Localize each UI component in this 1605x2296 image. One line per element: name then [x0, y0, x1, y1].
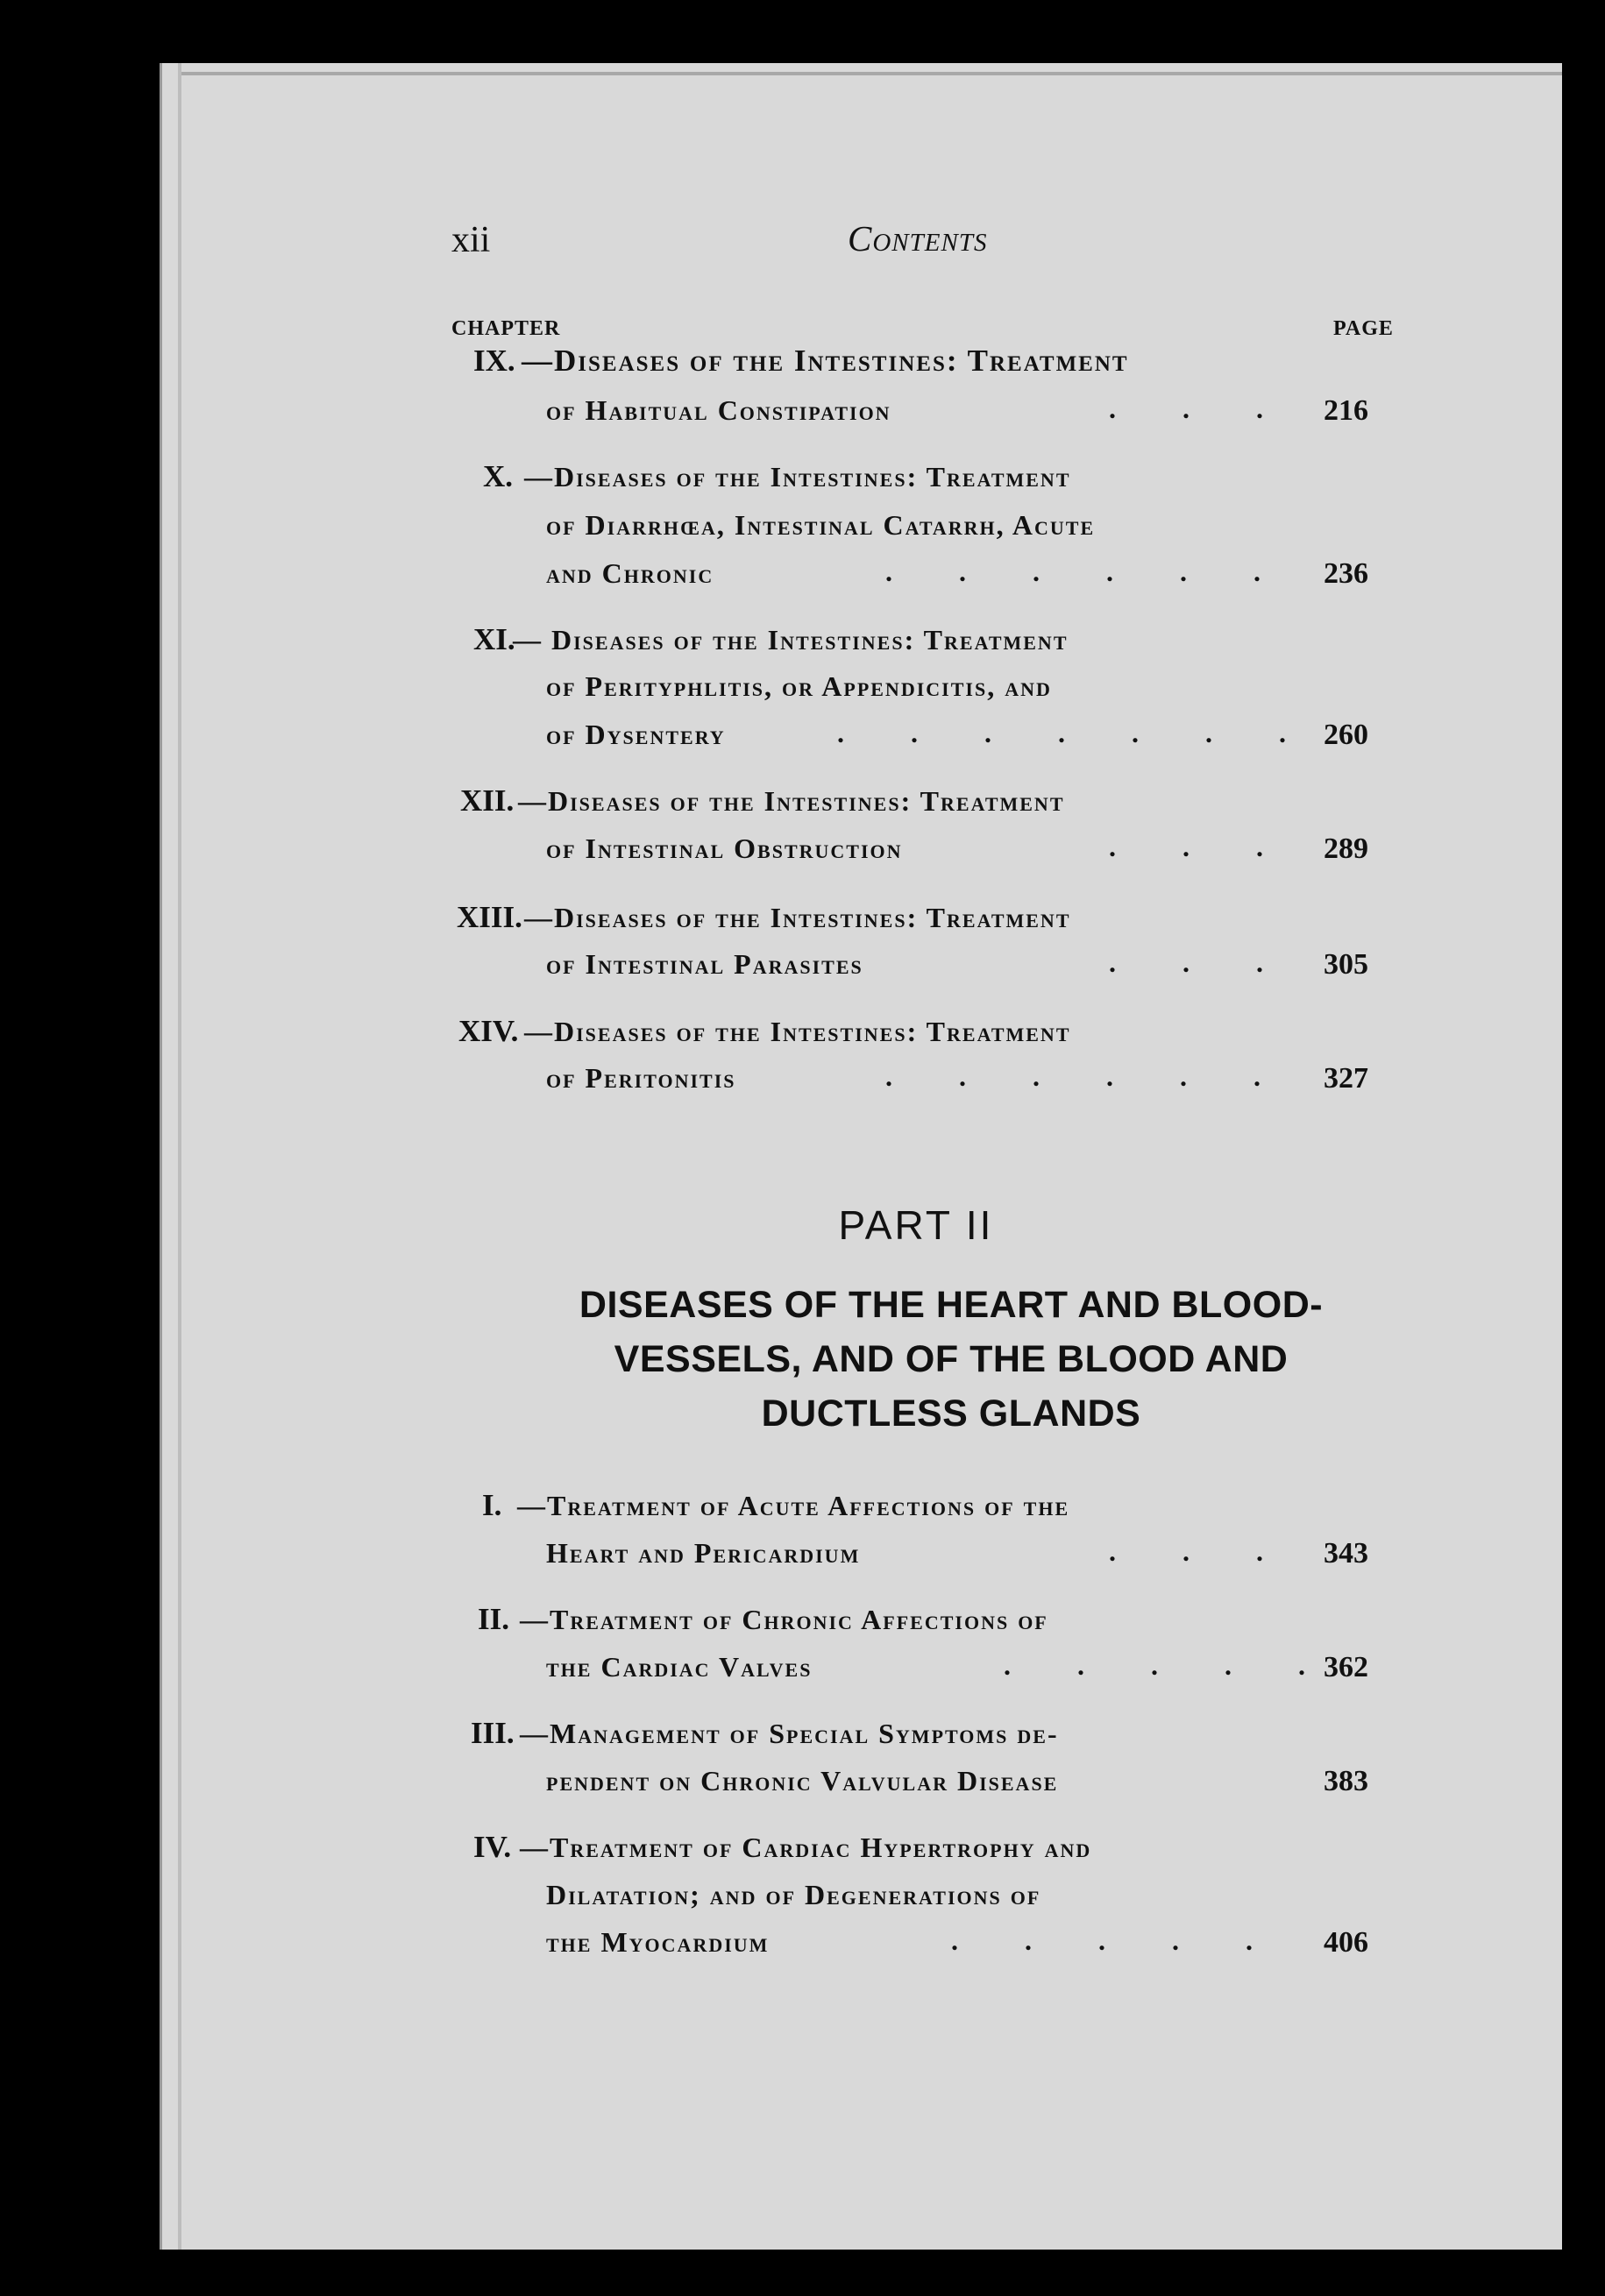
part-heading-line: VESSELS, AND OF THE BLOOD AND: [614, 1338, 1289, 1380]
chapter-title-line: and Chronic: [546, 557, 714, 589]
chapter-number: X.: [483, 459, 514, 493]
dot-leader: . . . . . .: [885, 556, 1290, 587]
chapter-number: XIII.: [457, 900, 522, 934]
chapter-title-line: of Perityphlitis, or Appendicitis, and: [546, 670, 1052, 702]
chapter-column-label: CHAPTER: [451, 317, 561, 340]
page-number: 289: [1324, 833, 1368, 865]
dot-leader: . . .: [1109, 946, 1293, 978]
running-title: Contents: [848, 218, 988, 259]
chapter-number: I.: [482, 1488, 502, 1522]
chapter-title-line: —Treatment of Cardiac Hypertrophy and: [520, 1832, 1092, 1863]
page-number: 260: [1324, 719, 1368, 751]
chapter-number: II.: [478, 1602, 509, 1636]
chapter-title-line: of Habitual Constipation: [546, 394, 891, 426]
page-column-label: PAGE: [1333, 317, 1394, 340]
page-number: 343: [1324, 1537, 1368, 1570]
chapter-title-line: —Diseases of the Intestines: Treatment: [522, 344, 1129, 378]
chapter-title-line: —Diseases of the Intestines: Treatment: [524, 902, 1071, 933]
part-heading-line: DISEASES OF THE HEART AND BLOOD-: [579, 1284, 1324, 1326]
chapter-title-line: of Diarrhœa, Intestinal Catarrh, Acute: [546, 509, 1096, 541]
chapter-title-line: of Intestinal Parasites: [546, 948, 863, 980]
page-folio: xii: [451, 220, 491, 260]
chapter-title-line: of Dysentery: [546, 719, 726, 750]
chapter-title-line: —Treatment of Acute Affections of the: [517, 1490, 1070, 1521]
chapter-title-line: —Diseases of the Intestines: Treatment: [524, 1016, 1071, 1047]
page-number: 383: [1324, 1765, 1368, 1797]
chapter-title-line: —Management of Special Symptoms de-: [520, 1718, 1059, 1749]
dot-leader: . . . . .: [1004, 1649, 1335, 1681]
chapter-number: XII.: [460, 783, 515, 818]
book-page: [160, 63, 1562, 2250]
chapter-title-line: of Peritonitis: [546, 1062, 736, 1094]
chapter-title-line: pendent on Chronic Valvular Disease: [546, 1765, 1059, 1796]
part-label: PART II: [838, 1202, 994, 1248]
chapter-title-line: — Diseases of the Intestines: Treatment: [513, 624, 1069, 655]
page-number: 216: [1324, 394, 1368, 427]
chapter-number: XI.: [473, 622, 515, 656]
dot-leader: . . . . . .: [885, 1060, 1290, 1092]
dot-leader: . . . . .: [951, 1924, 1282, 1956]
page-number: 236: [1324, 557, 1368, 590]
page-number: 362: [1324, 1651, 1368, 1683]
chapter-title-line: —Treatment of Chronic Affections of: [520, 1604, 1048, 1635]
chapter-number: IV.: [473, 1830, 512, 1864]
chapter-title-line: the Myocardium: [546, 1926, 770, 1958]
page-number: 406: [1324, 1926, 1368, 1959]
chapter-number: XIV.: [458, 1014, 519, 1048]
dot-leader: . . .: [1109, 831, 1293, 862]
chapter-title-line: Dilatation; and of Degenerations of: [546, 1879, 1041, 1910]
dot-leader: . . . . . . .: [837, 717, 1316, 748]
chapter-number: IX.: [473, 344, 515, 378]
dot-leader: . . .: [1109, 393, 1293, 424]
chapter-title-line: Heart and Pericardium: [546, 1537, 861, 1569]
chapter-title-line: the Cardiac Valves: [546, 1651, 813, 1683]
dot-leader: . . .: [1109, 1535, 1293, 1567]
chapter-title-line: —Diseases of the Intestines: Treatment: [518, 785, 1065, 817]
chapter-number: III.: [471, 1716, 515, 1750]
part-heading-line: DUCTLESS GLANDS: [761, 1392, 1141, 1435]
page-number: 305: [1324, 948, 1368, 981]
chapter-title-line: of Intestinal Obstruction: [546, 833, 903, 864]
chapter-title-line: —Diseases of the Intestines: Treatment: [524, 461, 1071, 493]
page-number: 327: [1324, 1062, 1368, 1095]
